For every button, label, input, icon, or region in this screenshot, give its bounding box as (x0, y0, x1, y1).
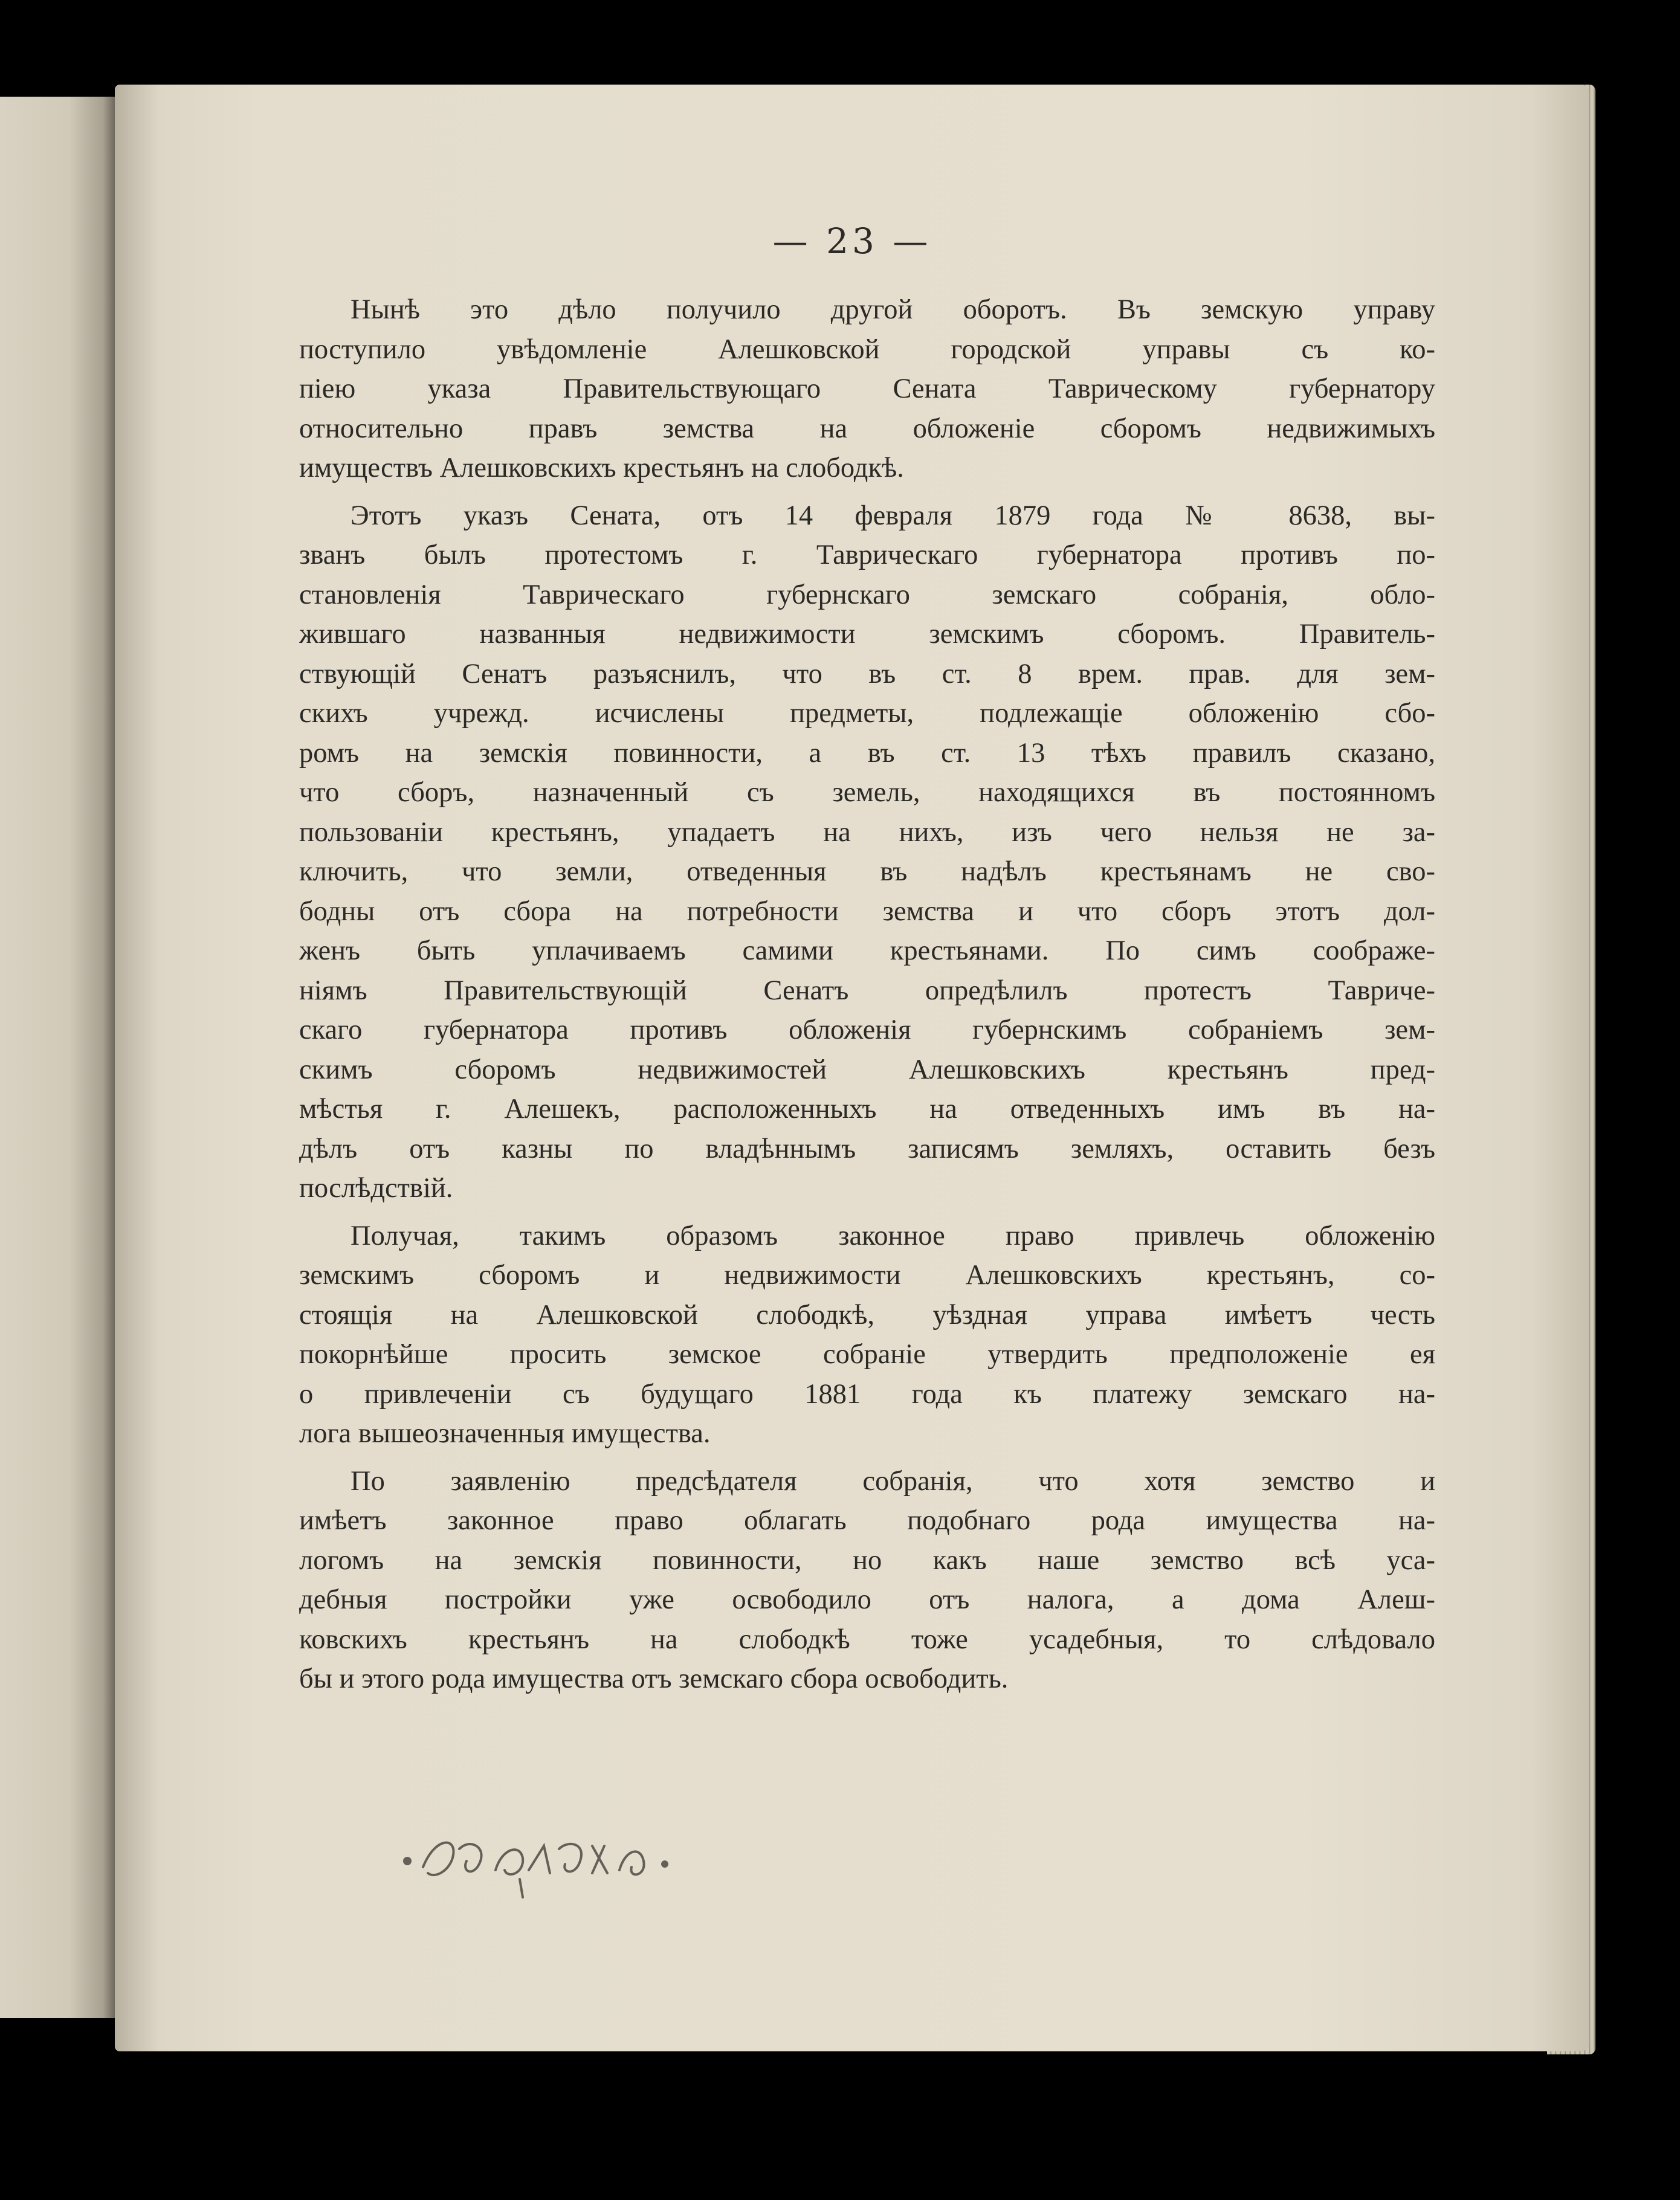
text-line: дѣлъ отъ казны по владѣннымъ записямъ земляхъ, оставить безъ (299, 1133, 1435, 1164)
left-page-edge (0, 97, 115, 2018)
text-line: скаго губернатора противъ обложенія губернскимъ собраніемъ зем- (299, 1015, 1435, 1045)
text-line: ковскихъ крестьянъ на слободкѣ тоже усадебныя, то слѣдовало (299, 1624, 1435, 1655)
text-line: послѣдствій. (299, 1173, 453, 1204)
text-line: бодны отъ сбора на потребности земства и что сборъ этотъ дол- (299, 895, 1435, 927)
text-line: становленія Таврическаго губернскаго земскаго собранія, обло- (299, 579, 1435, 610)
text-line: покорнѣйше просить земское собраніе утвердить предположеніе ея (299, 1339, 1435, 1370)
text-line: логомъ на земскія повинности, но какъ наше земство всѣ уса- (299, 1544, 1435, 1576)
text-line: о привлеченіи съ будущаго 1881 года къ платежу земскаго на- (299, 1378, 1435, 1410)
text-line: стоящія на Алешковской слободкѣ, уѣздная управа имѣетъ честь (299, 1299, 1435, 1331)
paragraph-3 (299, 1216, 1435, 1454)
text-line: мѣстья г. Алешекъ, расположенныхъ на отведенныхъ имъ въ на- (299, 1094, 1435, 1124)
paragraph-2 (299, 496, 1435, 1208)
paragraph-4 (299, 1462, 1435, 1699)
text-line: ромъ на земскія повинности, а въ ст. 13 тѣхъ правилъ сказано, (299, 737, 1435, 769)
text-line: земскимъ сборомъ и недвижимости Алешковскихъ крестьянъ, со- (299, 1260, 1435, 1291)
text-line: имуществъ Алешковскихъ крестьянъ на слободкѣ. (299, 453, 904, 483)
text-line: имѣетъ законное право облагать подобнаго рода имущества на- (299, 1505, 1435, 1536)
text-line: скимъ сборомъ недвижимостей Алешковскихъ крестьянъ пред- (299, 1054, 1435, 1085)
text-line: скихъ учрежд. исчислены предметы, подлежащіе обложенію сбо- (299, 698, 1435, 729)
book-page (115, 85, 1589, 2051)
paragraph-1 (299, 290, 1435, 488)
text-line: Нынѣ это дѣло получило другой оборотъ. Въ земскую управу (351, 294, 1435, 325)
text-line: поступило увѣдомленіе Алешковской городской управы съ ко- (299, 334, 1435, 365)
text-line: Получая, такимъ образомъ законное право привлечь обложенію (351, 1220, 1435, 1251)
text-line: званъ былъ протестомъ г. Таврическаго губернатора противъ по- (299, 540, 1435, 570)
text-line: бы и этого рода имущества отъ земскаго сбора освободить. (299, 1663, 1009, 1694)
text-line: женъ быть уплачиваемъ самими крестьянами. По симъ соображе- (299, 935, 1435, 966)
text-line: По заявленію предсѣдателя собранія, что хотя земство и (351, 1465, 1435, 1497)
text-line: ніямъ Правительствующій Сенатъ опредѣлилъ протестъ Тавриче- (299, 975, 1435, 1006)
text-line: піею указа Правительствующаго Сената Таврическому губернатору (299, 373, 1435, 404)
text-line: жившаго названныя недвижимости земскимъ сборомъ. Правитель- (299, 619, 1435, 650)
text-line: пользованіи крестьянъ, упадаетъ на нихъ, изъ чего нельзя не за- (299, 816, 1435, 848)
text-line: относительно правъ земства на обложеніе сборомъ недвижимыхъ (299, 413, 1435, 444)
text-line: лога вышеозначенныя имущества. (299, 1418, 711, 1449)
page-number: — 23 — (772, 221, 932, 262)
text-line: Этотъ указъ Сената, отъ 14 февраля 1879 года № 8638, вы- (351, 500, 1435, 531)
text-line: дебныя постройки уже освободило отъ налога, а дома Алеш- (299, 1584, 1435, 1615)
handwritten-pencil-mark (399, 1813, 713, 1903)
text-line: ключить, что земли, отведенныя въ надѣлъ крестьянамъ не сво- (299, 856, 1435, 887)
text-line: ствующій Сенатъ разъяснилъ, что въ ст. 8 врем. прав. для зем- (299, 658, 1435, 689)
text-line: что сборъ, назначенный съ земель, находящихся въ постоянномъ (299, 777, 1435, 808)
body-text (299, 290, 1435, 1707)
